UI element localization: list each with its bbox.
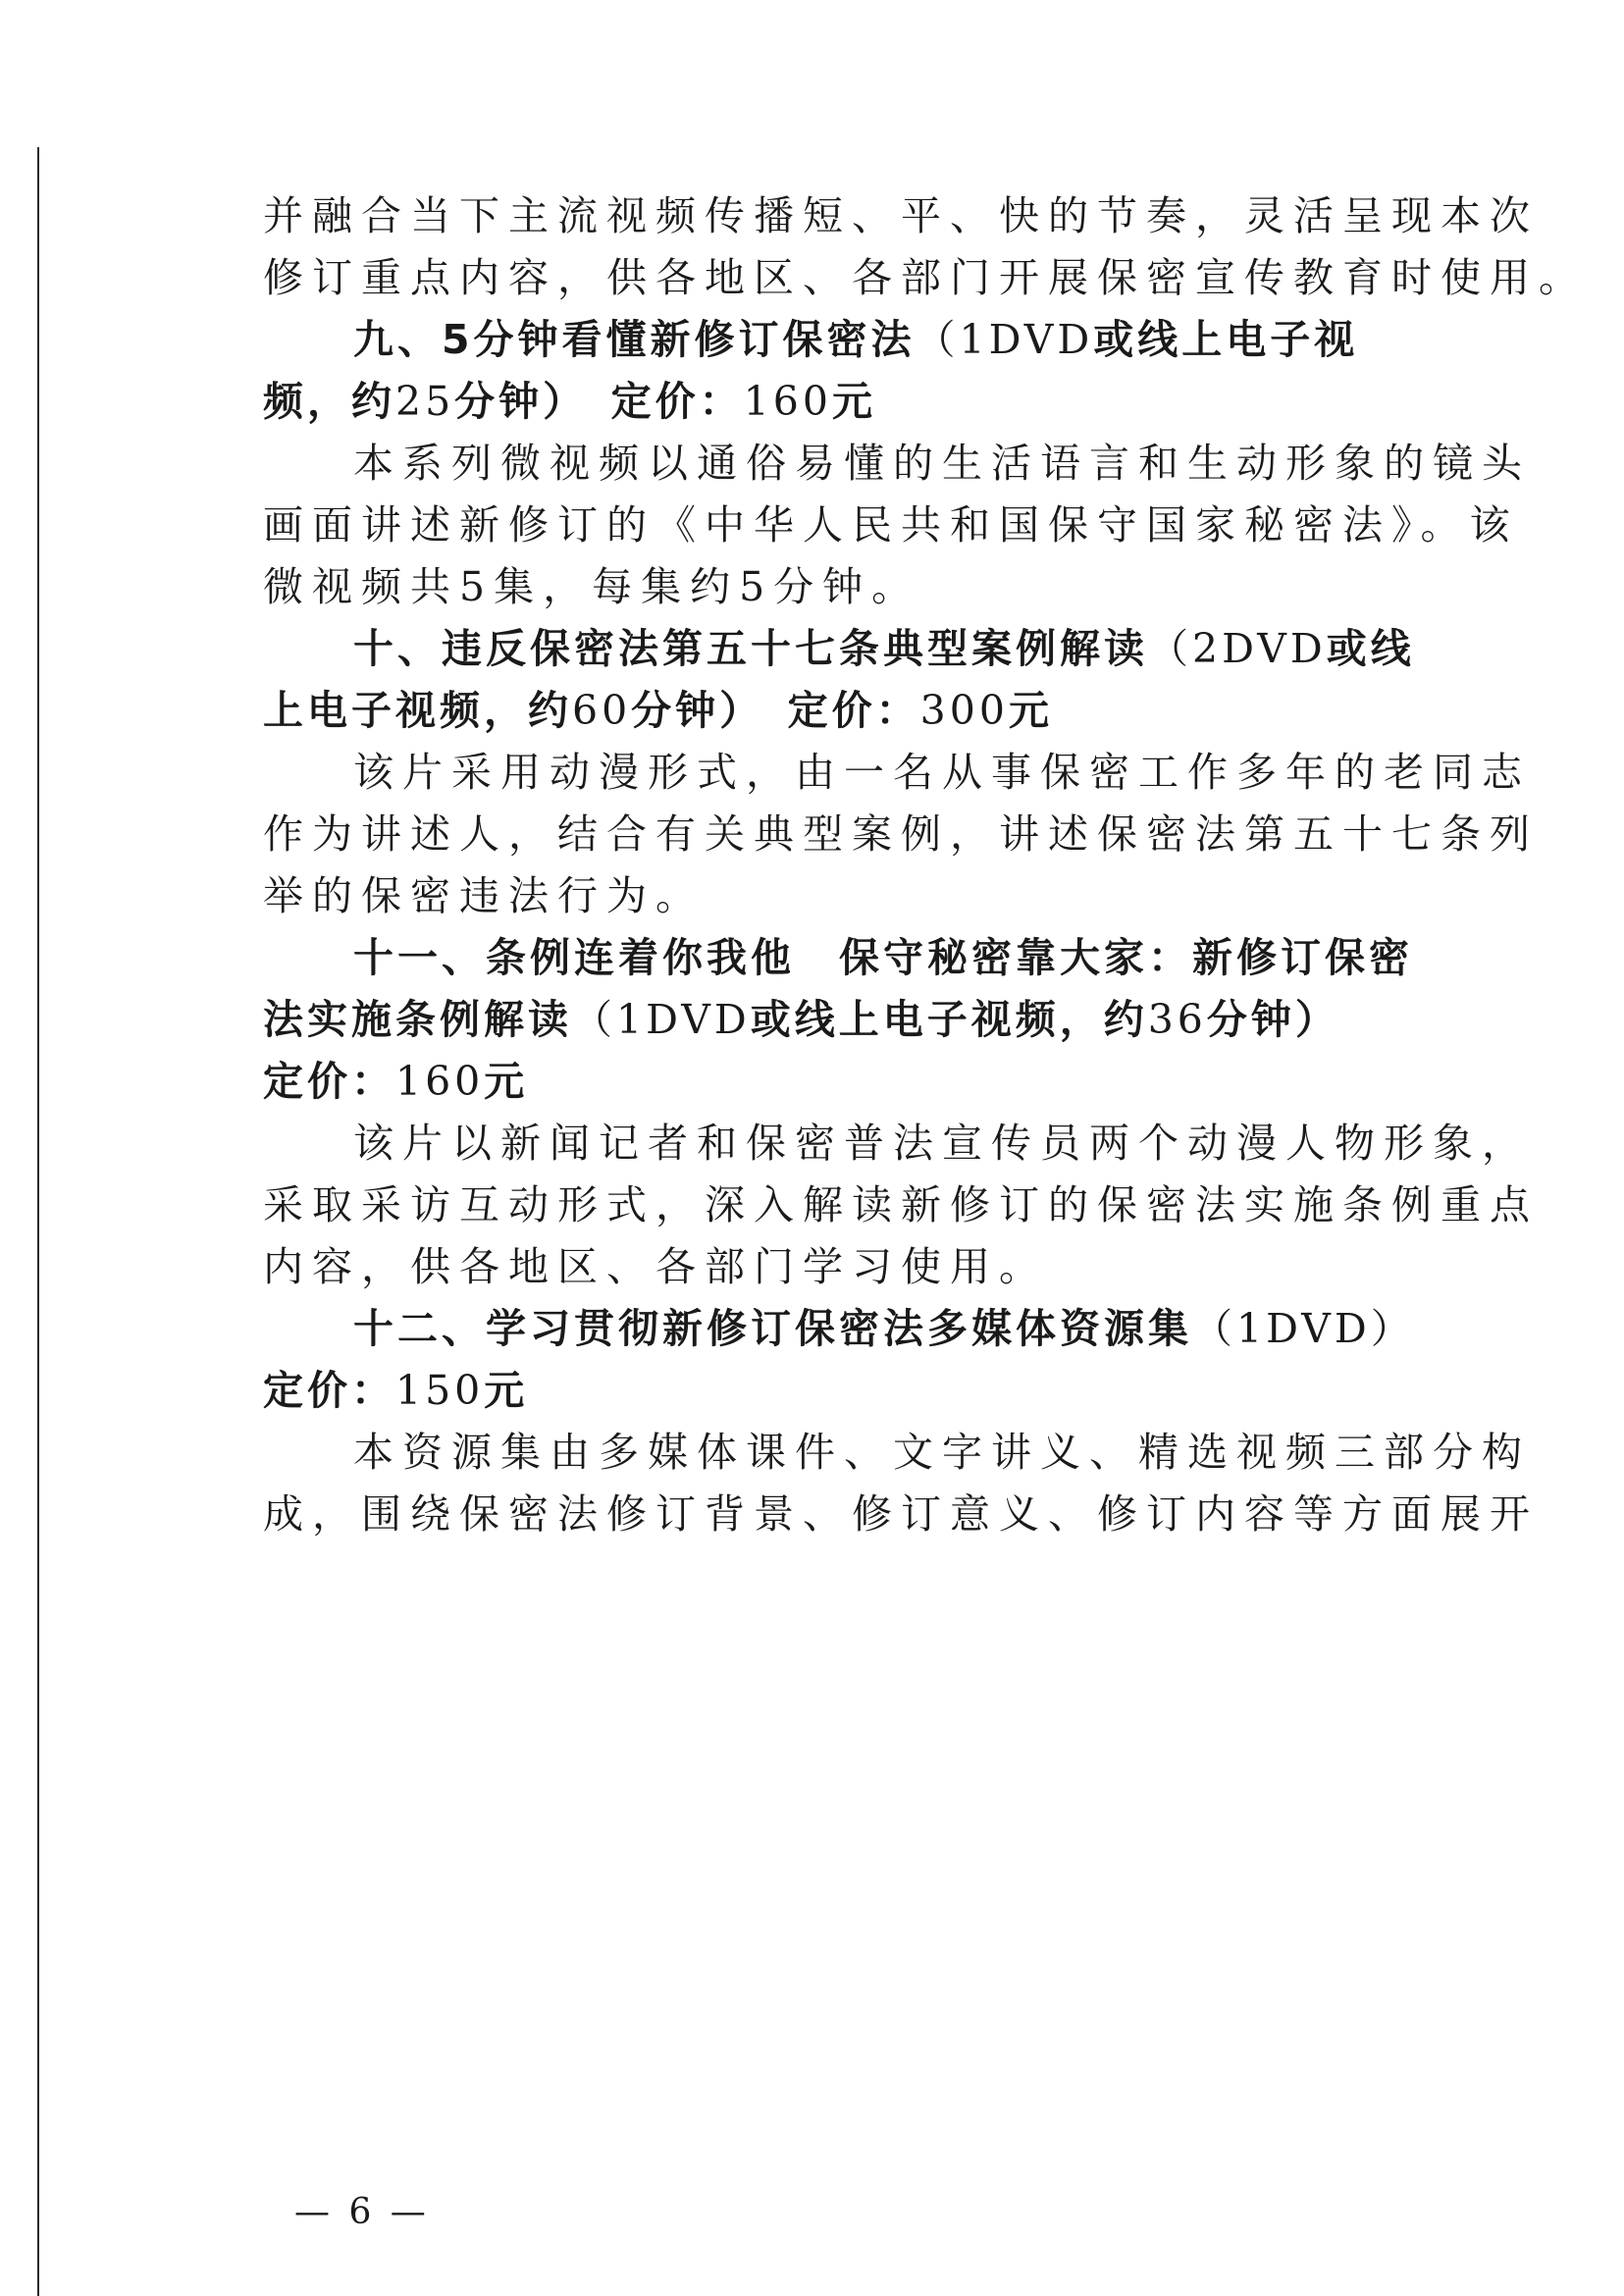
section-heading-11: 十一、条例连着你我他 保守秘密靠大家：新修订保密	[353, 934, 1413, 981]
price-label: 定价：	[263, 1058, 395, 1105]
text-line: 本系列微视频以通俗易懂的生活语言和生动形象的镜头	[353, 440, 1531, 487]
text-line: 修订重点内容，供各地区、各部门开展保密宣传教育时使用。	[263, 254, 1588, 301]
binding-margin-line	[37, 147, 39, 2296]
price-label: 定价：	[610, 378, 744, 425]
section-heading-11-cont: 法实施条例解读（1DVD或线上电子视频，约36分钟）	[263, 996, 1339, 1043]
section-heading-12: 十二、学习贯彻新修订保密法多媒体资源集（1DVD）	[353, 1305, 1415, 1352]
text-line: 内容，供各地区、各部门学习使用。	[263, 1243, 1048, 1290]
text-line: 采取采访互动形式，深入解读新修订的保密法实施条例重点	[263, 1181, 1539, 1228]
text-line: 本资源集由多媒体课件、文字讲义、精选视频三部分构	[353, 1429, 1531, 1476]
price-label: 定价：	[787, 687, 920, 734]
section-heading-10-cont: 上电子视频，约60分钟） 定价：300元	[263, 687, 1053, 734]
section-heading-10: 十、违反保密法第五十七条典型案例解读（2DVD或线	[353, 625, 1415, 672]
price-line-12: 定价：150元	[263, 1367, 529, 1414]
text-line: 并融合当下主流视频传播短、平、快的节奏，灵活呈现本次	[263, 192, 1539, 239]
text-line: 该片采用动漫形式，由一名从事保密工作多年的老同志	[353, 749, 1531, 796]
text-line: 微视频共5集，每集约5分钟。	[263, 563, 921, 610]
page-number: — 6 —	[294, 2192, 430, 2232]
text-line: 画面讲述新修订的《中华人民共和国保守国家秘密法》。该	[263, 501, 1519, 548]
text-line: 该片以新闻记者和保密普法宣传员两个动漫人物形象，	[353, 1120, 1531, 1167]
section-heading-9-cont: 频，约25分钟） 定价：160元	[263, 378, 876, 425]
text-line: 成，围绕保密法修订背景、修订意义、修订内容等方面展开	[263, 1490, 1539, 1538]
price-line-11: 定价：160元	[263, 1058, 529, 1105]
section-heading-9: 九、5分钟看懂新修订保密法（1DVD或线上电子视	[353, 316, 1359, 363]
text-line: 举的保密违法行为。	[263, 872, 705, 919]
price-label: 定价：	[263, 1367, 395, 1414]
text-line: 作为讲述人，结合有关典型案例，讲述保密法第五十七条列	[263, 810, 1539, 858]
